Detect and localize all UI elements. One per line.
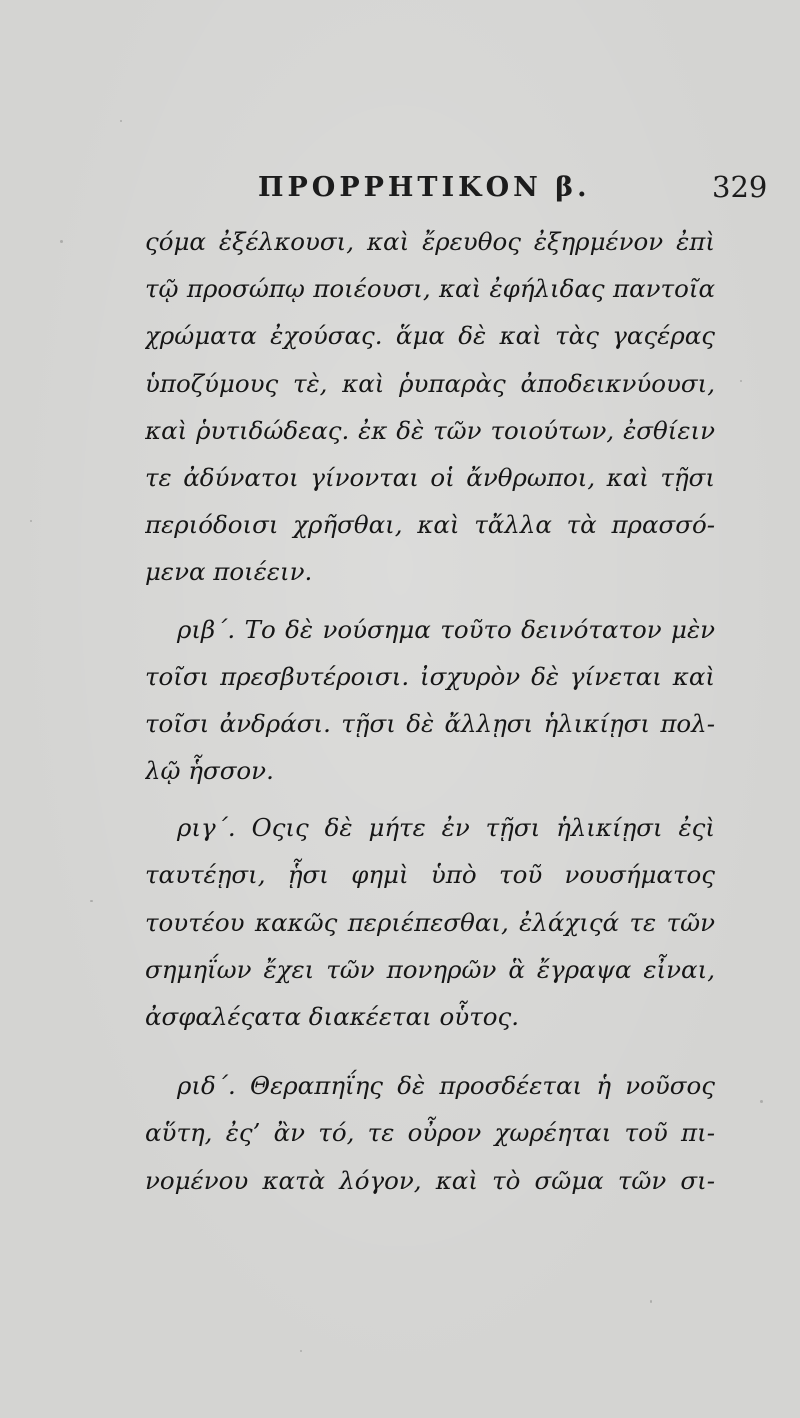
text-line: ταυτέῃσι, ᾗσι φημὶ ὑπὸ τοῦ νουσήματος [145,860,715,890]
text-line: αὕτη, ἐς’ ἂν τό, τε οὖρον χωρέηται τοῦ πι- [145,1118,715,1148]
body-text [145,218,715,1204]
section-heading-line: ριδ΄. Θεραπηΐης δὲ προσδέεται ἡ νοῦσος [177,1071,715,1101]
section-heading-line: ριβ΄. Το δὲ νούσημα τοῦτο δεινότατον μὲν [177,614,715,644]
page-header [0,168,800,218]
text-line: τοῖσι ἀνδράσι. τῇσι δὲ ἄλλῃσι ἡλικίῃσι πολ- [145,708,715,738]
text-line: μενα ποιέειν. [145,557,313,587]
text-line: τῷ προσώπῳ ποιέουσι, καὶ ἐφήλιδας παντοῖα [145,274,715,304]
text-line: τοῖσι πρεσβυτέροισι. ἰσχυρὸν δὲ γίνεται καὶ [145,661,715,691]
text-line: τουτέου κακῶς περιέπεσθαι, ἐλάχιςά τε τῶν [145,907,715,937]
text-line: περιόδοισι χρῆσθαι, καὶ τἄλλα τὰ πρασσό- [145,510,715,540]
text-line: τε ἀδύνατοι γίνονται οἱ ἄνθρωποι, καὶ τῇσι [145,462,715,492]
text-line: ὑποζύμους τὲ, καὶ ῥυπαρὰς ἀποδεικνύουσι, [145,368,715,398]
text-line: ἀσφαλέςατα διακέεται οὗτος. [145,1002,520,1031]
text-line: χρώματα ἐχούσας. ἅμα δὲ καὶ τὰς γαςέρας [145,321,715,351]
text-line: καὶ ῥυτιδώδεας. ἐκ δὲ τῶν τοιούτων, ἐσθίειν [145,415,715,445]
text-line: σημηΐων ἔχει τῶν πονηρῶν ἃ ἔγραψα εἶναι, [145,954,715,984]
section-heading-line: ριγ΄. Οςις δὲ μήτε ἐν τῇσι ἡλικίῃσι ἐςὶ [177,813,715,843]
text-line: λῷ ἧσσον. [145,756,274,786]
text-line: νομένου κατὰ λόγον, καὶ τὸ σῶμα τῶν σι- [145,1165,715,1195]
page-number: 329 [712,170,768,204]
text-line: ςόμα ἐξέλκουσι, καὶ ἔρευθος ἐξηρμένον ἐπὶ [145,227,715,256]
running-title: ΠΡΟΡΡΗΤΙΚΟΝ β. [258,172,591,203]
